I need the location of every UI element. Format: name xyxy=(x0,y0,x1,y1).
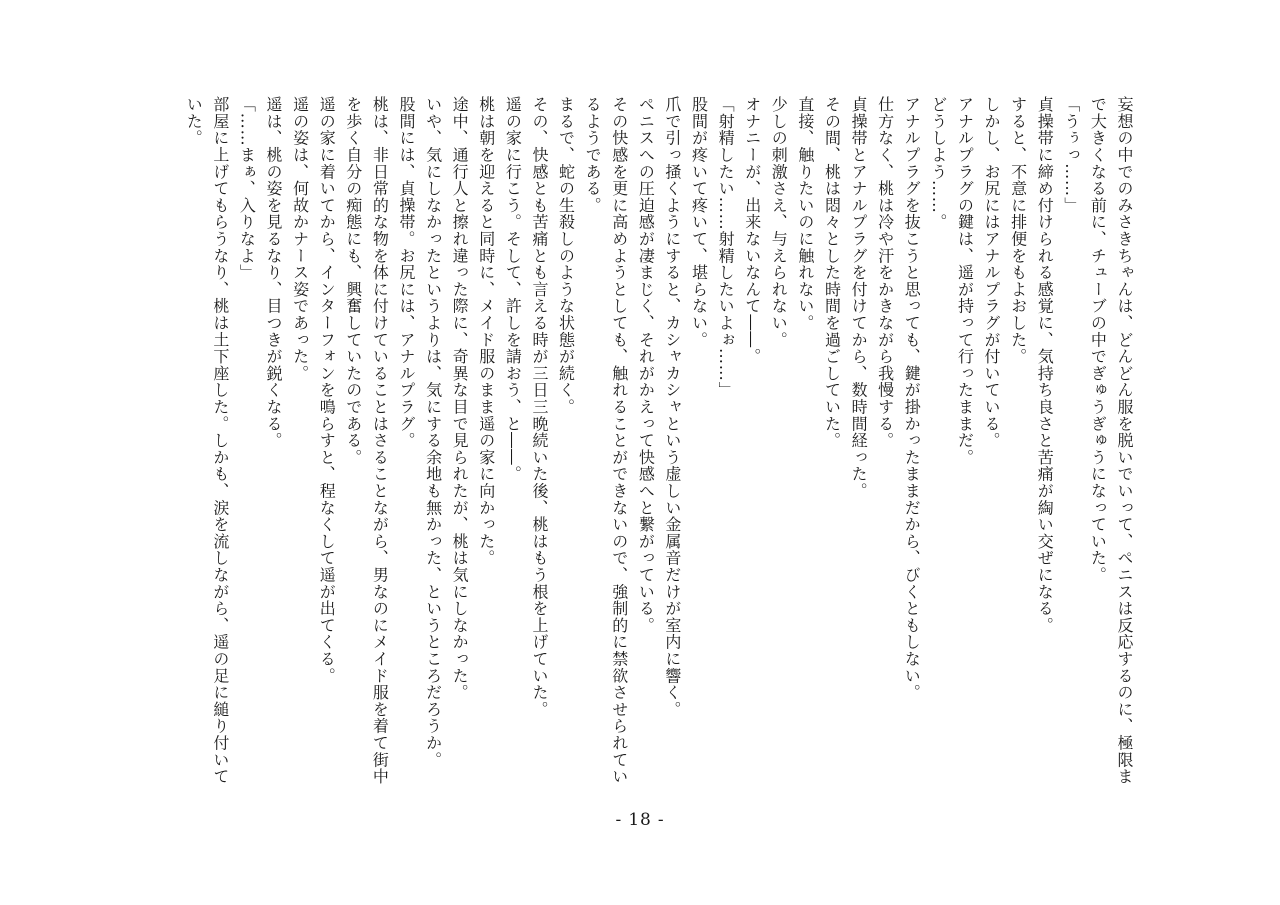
text-line: 途中、通行人と擦れ違った際に、奇異な目で見られたが、桃は気にしなかった。 xyxy=(450,96,470,701)
text-line: 桃は、非日常的な物を体に付けていることはさることながら、男なのにメイド服を着て街中を歩く自分の痴態にも、興奮していたのである。 xyxy=(343,96,390,785)
text-line: 爪で引っ掻くようにすると、カシャカシャという虚しい金属音だけが室内に響く。 xyxy=(662,96,682,718)
body-text xyxy=(145,96,1137,796)
text-line: 股間には、貞操帯。お尻には、アナルプラグ。 xyxy=(396,96,416,449)
text-line: 遥の家に着いてから、インターフォンを鳴らすと、程なくして遥が出てくる。 xyxy=(317,96,337,684)
text-line: その快感を更に高めようとしても、触れることができないので、強制的に禁欲させられているようである。 xyxy=(583,96,629,785)
text-line: 「うぅっ……」 xyxy=(1061,96,1081,214)
text-line: アナルプラグの鍵は、遥が持って行ったままだ。 xyxy=(955,96,975,466)
text-line: 遥の姿は、何故かナース姿であった。 xyxy=(290,96,310,382)
page-number: - 18 - xyxy=(615,810,665,830)
text-line: ペニスへの圧迫感が凄まじく、それがかえって快感へと繋がっている。 xyxy=(636,96,656,634)
text-line: 「……まぁ、入りなよ」 xyxy=(237,96,257,281)
text-line: 遥は、桃の姿を見るなり、目つきが鋭くなる。 xyxy=(264,96,283,449)
text-line: 仕方なく、桃は冷や汗をかきながら我慢する。 xyxy=(875,96,895,449)
text-line: いや、気にしなかったというよりは、気にする余地も無かった、というところだろうか。 xyxy=(423,96,443,768)
text-line: オナニーが、出来ないなんて――。 xyxy=(742,96,762,365)
text-line: 貞操帯に締め付けられる感覚に、気持ち良さと苦痛が綯い交ぜになる。 xyxy=(1035,96,1055,634)
text-line: 部屋に上げてもらうなり、桃は土下座した。しかも、涙を流しながら、遥の足に縋り付いていた。 xyxy=(184,96,230,785)
text-line: すると、不意に排便をもよおした。 xyxy=(1008,96,1028,365)
text-line: 直接、触りたいのに触れない。 xyxy=(795,96,815,332)
text-line: 妄想の中でのみさきちゃんは、どんどん服を脱いでいって、ペニスは反応するのに、極限まで大きくなる前に、チューブの中でぎゅうぎゅうになっていた。 xyxy=(1088,96,1134,785)
text-line: 股間が疼いて疼いて、堪らない。 xyxy=(689,96,709,348)
text-line: しかし、お尻にはアナルプラグが付いている。 xyxy=(982,96,1002,449)
text-line: 「射精したい……射精したいよぉ……」 xyxy=(716,96,736,399)
text-line: どうしよう……。 xyxy=(928,96,948,231)
text-line: 遥の家に行こう。そして、許しを請おう、と――。 xyxy=(503,96,523,483)
text-line: 少しの刺激さえ、与えられない。 xyxy=(769,96,789,348)
text-line: その、快感とも苦痛とも言える時が三日三晩続いた後、桃はもう根を上げていた。 xyxy=(529,96,549,718)
text-line: 貞操帯とアナルプラグを付けてから、数時間経った。 xyxy=(849,96,869,500)
text-line: まるで、蛇の生殺しのような状態が続く。 xyxy=(556,96,576,416)
text-line: その間、桃は悶々とした時間を過ごしていた。 xyxy=(822,96,842,449)
text-line: アナルプラグを抜こうと思っても、鍵が掛かったままだから、びくともしない。 xyxy=(902,96,922,701)
text-line: 桃は朝を迎えると同時に、メイド服のまま遥の家に向かった。 xyxy=(476,96,496,567)
